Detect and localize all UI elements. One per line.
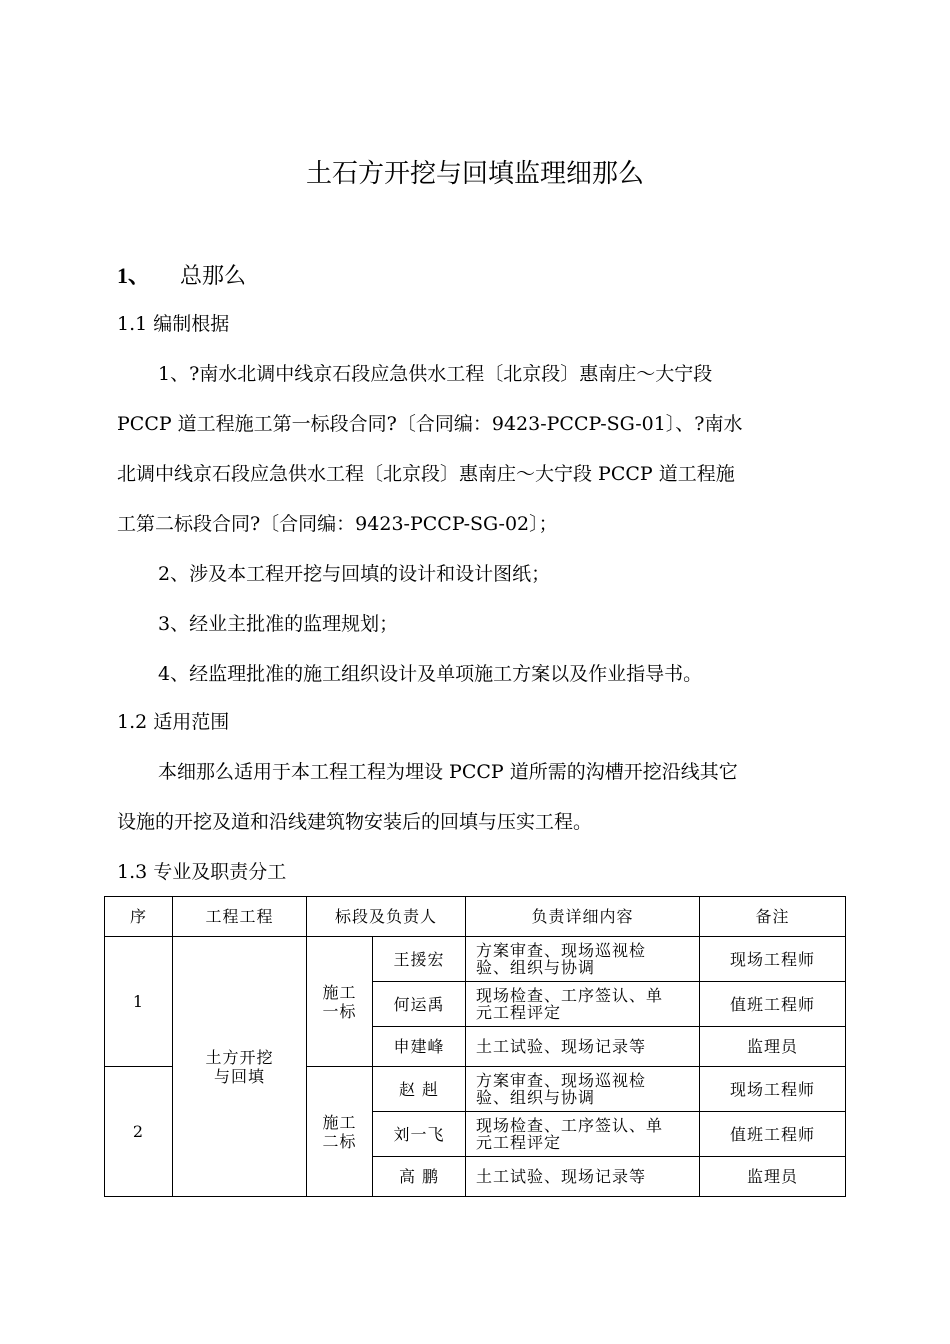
responsibility-table	[104, 896, 846, 1197]
person-cell: 高 鹏	[373, 1157, 466, 1197]
document-title: 土石方开挖与回填监理细那么	[305, 159, 644, 189]
duty-cell	[466, 1067, 700, 1112]
project-line-1: 土方开挖	[205, 1047, 274, 1067]
basis-item-1-line-1: 1、?南水北调中线京石段应急供水工程〔北京段〕惠南庄～大宁段	[158, 363, 713, 385]
person-cell: 刘一飞	[373, 1112, 466, 1157]
duty-cell	[466, 1157, 700, 1197]
role-cell: 监理员	[700, 1027, 846, 1067]
header-section-lead: 标段及负责人	[307, 897, 466, 937]
duty-cell	[466, 937, 700, 982]
duty-cell	[466, 1112, 700, 1157]
basis-item-1-line-3: 北调中线京石段应急供水工程〔北京段〕惠南庄～大宁段 PCCP 道工程施	[117, 463, 735, 485]
header-duties: 负责详细内容	[466, 897, 700, 937]
person-cell: 王援宏	[373, 937, 466, 982]
duty-line-1: 土工试验、现场记录等	[476, 1167, 647, 1186]
scope-line-1: 本细那么适用于本工程工程为埋设 PCCP 道所需的沟槽开挖沿线其它	[158, 761, 738, 783]
duty-line-2: 验、组织与协调	[476, 958, 596, 977]
scope-line-2: 设施的开挖及道和沿线建筑物安装后的回填与压实工程。	[117, 811, 593, 833]
section-cell	[307, 1067, 373, 1197]
header-seq: 序	[105, 897, 173, 937]
duty-cell	[466, 982, 700, 1027]
heading-1-3: 1.3 专业及职责分工	[117, 861, 287, 883]
basis-item-2: 2、涉及本工程开挖与回填的设计和设计图纸；	[158, 563, 551, 585]
duty-line-2: 元工程评定	[476, 1133, 562, 1152]
project-line-2: 与回填	[213, 1066, 265, 1086]
section-line-2: 二标	[322, 1131, 357, 1151]
section-line-2: 一标	[322, 1001, 357, 1021]
table-row	[105, 937, 846, 982]
basis-item-1-line-2: PCCP 道工程施工第一标段合同?〔合同编：9423-PCCP-SG-01〕、?南水	[117, 413, 743, 435]
heading-1-2: 1.2 适用范围	[117, 711, 230, 733]
section-line-1: 施工	[322, 982, 357, 1002]
role-cell: 值班工程师	[700, 982, 846, 1027]
section-1-heading	[117, 260, 246, 293]
seq-cell: 1	[105, 937, 173, 1067]
role-cell: 值班工程师	[700, 1112, 846, 1157]
duty-line-1: 方案审查、现场巡视检	[476, 941, 647, 960]
person-cell: 申建峰	[373, 1027, 466, 1067]
section-cell	[307, 937, 373, 1067]
header-project: 工程工程	[173, 897, 307, 937]
section-1-number: 1、	[117, 263, 151, 288]
table-header-row	[105, 897, 846, 937]
basis-item-3: 3、经业主批准的监理规划；	[158, 613, 399, 635]
duty-line-2: 验、组织与协调	[476, 1088, 596, 1107]
basis-item-4: 4、经监理批准的施工组织设计及单项施工方案以及作业指导书。	[158, 663, 703, 685]
duty-line-1: 方案审查、现场巡视检	[476, 1071, 647, 1090]
duty-line-2: 元工程评定	[476, 1003, 562, 1022]
role-cell: 现场工程师	[700, 937, 846, 982]
role-cell: 监理员	[700, 1157, 846, 1197]
duty-line-1: 现场检查、工序签认、单	[476, 1116, 664, 1135]
duty-line-1: 现场检查、工序签认、单	[476, 986, 664, 1005]
header-remarks: 备注	[700, 897, 846, 937]
section-line-1: 施工	[322, 1112, 357, 1132]
role-cell: 现场工程师	[700, 1067, 846, 1112]
person-cell: 何运禹	[373, 982, 466, 1027]
basis-item-1-line-4: 工第二标段合同?〔合同编：9423-PCCP-SG-02〕；	[117, 513, 558, 535]
person-cell: 赵 赳	[373, 1067, 466, 1112]
project-cell	[173, 937, 307, 1197]
section-1-title: 总那么	[180, 264, 247, 289]
duty-cell	[466, 1027, 700, 1067]
heading-1-1: 1.1 编制根据	[117, 313, 230, 335]
seq-cell: 2	[105, 1067, 173, 1197]
duty-line-1: 土工试验、现场记录等	[476, 1037, 647, 1056]
